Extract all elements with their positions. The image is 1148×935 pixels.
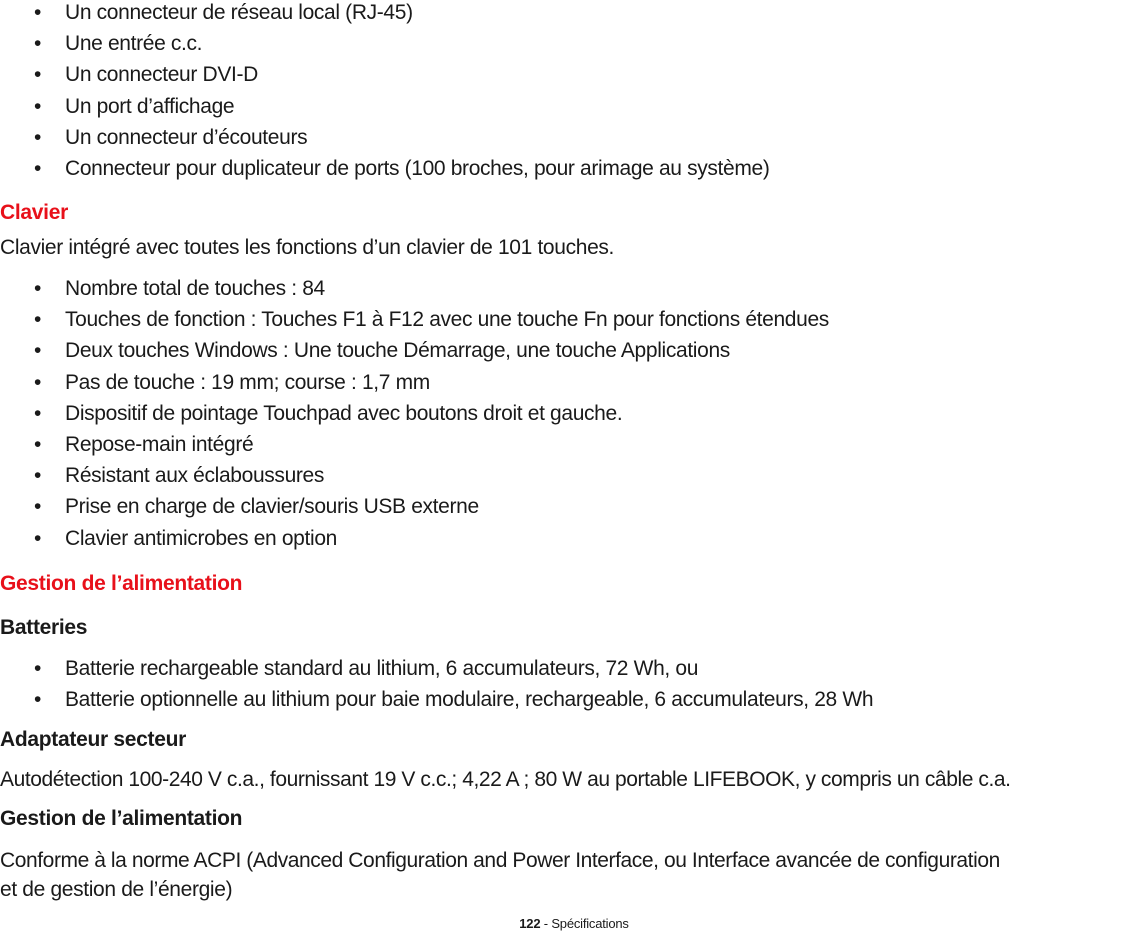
list-item: • Batterie rechargeable standard au lithium, 6 accumulateurs, 72 Wh, ou: [0, 653, 873, 684]
list-item: • Résistant aux éclaboussures: [0, 460, 829, 491]
list-item: • Un connecteur d’écouteurs: [0, 122, 770, 153]
list-item: • Connecteur pour duplicateur de ports (100 broches, pour arimage au système): [0, 153, 770, 184]
gestion-heading: Gestion de l’alimentation: [0, 807, 243, 830]
adaptateur-heading: Adaptateur secteur: [0, 728, 186, 751]
adaptateur-text: Autodétection 100-240 V c.a., fournissant 19 V c.c.; 4,22 A ; 80 W au portable LIFEBOOK, y compris un câble c.a.: [0, 768, 1011, 791]
footer-separator: -: [540, 916, 552, 931]
list-item: • Clavier antimicrobes en option: [0, 523, 829, 554]
page-footer: [0, 916, 1148, 931]
gestion-text-line2: et de gestion de l’énergie): [0, 878, 233, 901]
clavier-heading: Clavier: [0, 201, 68, 224]
list-item: • Pas de touche : 19 mm; course : 1,7 mm: [0, 367, 829, 398]
page-number: 122: [519, 916, 541, 931]
clavier-intro: Clavier intégré avec toutes les fonctions d’un clavier de 101 touches.: [0, 236, 615, 259]
batteries-heading: Batteries: [0, 616, 88, 639]
list-item: • Deux touches Windows : Une touche Démarrage, une touche Applications: [0, 335, 829, 366]
list-item: • Batterie optionnelle au lithium pour baie modulaire, rechargeable, 6 accumulateurs, 28 Wh: [0, 684, 873, 715]
list-item: • Dispositif de pointage Touchpad avec boutons droit et gauche.: [0, 398, 829, 429]
list-item: • Touches de fonction : Touches F1 à F12 avec une touche Fn pour fonctions étendues: [0, 304, 829, 335]
footer-section: Spécifications: [551, 916, 629, 931]
batteries-list: [0, 653, 873, 715]
list-item: • Un port d’affichage: [0, 91, 770, 122]
gestion-text-line1: Conforme à la norme ACPI (Advanced Configuration and Power Interface, ou Interface avancée de configuration: [0, 849, 1000, 872]
clavier-list: [0, 273, 829, 554]
list-item: • Un connecteur DVI-D: [0, 59, 770, 90]
list-item: • Nombre total de touches : 84: [0, 273, 829, 304]
list-item: • Un connecteur de réseau local (RJ-45): [0, 0, 770, 28]
alimentation-heading: Gestion de l’alimentation: [0, 572, 243, 595]
list-item: • Une entrée c.c.: [0, 28, 770, 59]
connector-list: [0, 0, 770, 184]
list-item: • Prise en charge de clavier/souris USB externe: [0, 491, 829, 522]
list-item: • Repose-main intégré: [0, 429, 829, 460]
